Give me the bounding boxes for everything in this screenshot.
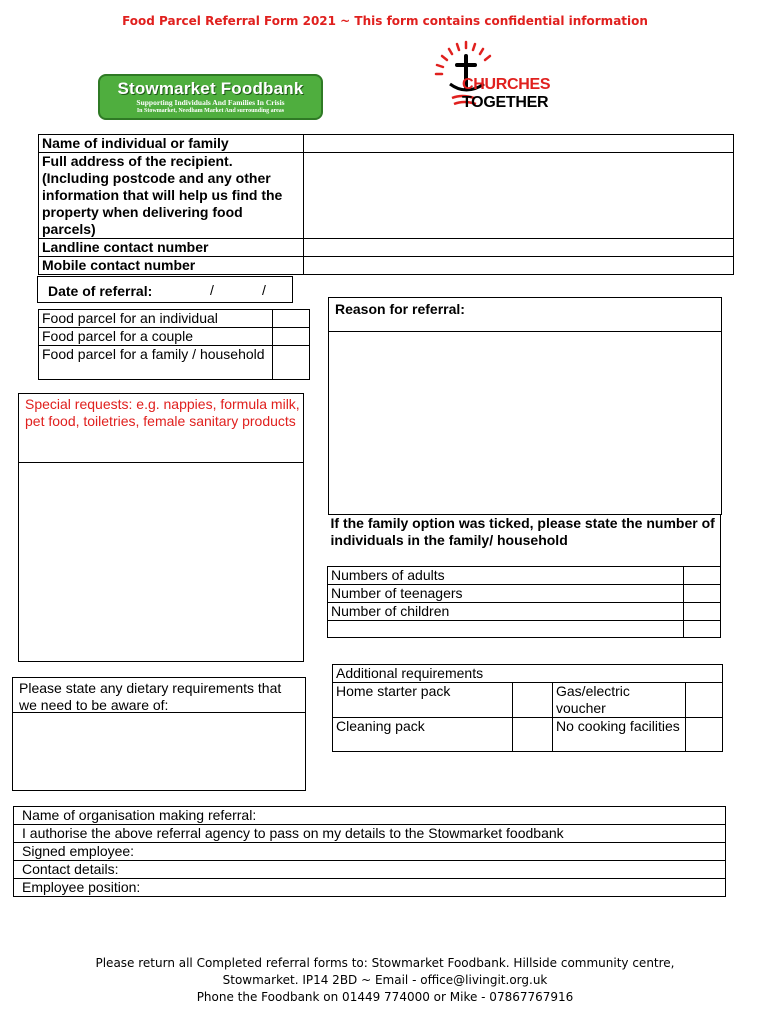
family-count-field[interactable]: [684, 567, 721, 585]
gas-voucher-label: Gas/electric voucher: [553, 683, 686, 718]
organisation-row[interactable]: Contact details:: [14, 861, 726, 879]
family-count-field[interactable]: [684, 585, 721, 603]
logo-name: Stowmarket Foodbank: [117, 79, 304, 98]
divider: [329, 331, 721, 332]
stowmarket-foodbank-logo: [98, 74, 323, 120]
dietary-label: Please state any dietary requirements that we need to be aware of:: [19, 680, 282, 713]
landline-label: Landline contact number: [39, 239, 304, 257]
home-starter-label: Home starter pack: [333, 683, 513, 718]
organisation-table: [13, 806, 726, 897]
landline-field[interactable]: [304, 239, 734, 257]
family-count-field[interactable]: [684, 603, 721, 621]
parcel-option-checkbox[interactable]: [273, 346, 310, 380]
divider: [19, 462, 303, 463]
together-word: TOGETHER: [462, 94, 549, 111]
footer-line: Phone the Foodbank on 01449 774000 or Mike - 07867767916: [196, 990, 574, 1004]
date-separator: /: [262, 282, 266, 298]
name-field[interactable]: [304, 135, 734, 153]
name-label: Name of individual or family: [39, 135, 304, 153]
churches-word: CHURCHES: [462, 76, 551, 93]
family-count-label: Number of teenagers: [328, 585, 684, 603]
parcel-option-label: Food parcel for a couple: [39, 328, 273, 346]
divider: [13, 712, 305, 713]
parcel-option-checkbox[interactable]: [273, 328, 310, 346]
cleaning-label: Cleaning pack: [333, 718, 513, 752]
family-count-field[interactable]: [684, 621, 721, 638]
family-count-label: Numbers of adults: [328, 567, 684, 585]
mobile-label: Mobile contact number: [39, 257, 304, 275]
parcel-option-label: Food parcel for a family / household: [39, 346, 273, 380]
special-requests-label: Special requests: e.g. nappies, formula milk, pet food, toiletries, female sanitary products: [25, 396, 300, 429]
family-count-label: Number of children: [328, 603, 684, 621]
cleaning-checkbox[interactable]: [513, 718, 553, 752]
mobile-field[interactable]: [304, 257, 734, 275]
organisation-row[interactable]: Signed employee:: [14, 843, 726, 861]
no-cooking-label: No cooking facilities: [553, 718, 686, 752]
family-count-label: [328, 621, 684, 638]
recipient-details-table: [38, 134, 734, 275]
reason-label: Reason for referral:: [335, 301, 465, 317]
parcel-option-checkbox[interactable]: [273, 310, 310, 328]
family-count-table: [327, 514, 721, 638]
additional-title: Additional requirements: [333, 665, 723, 683]
organisation-row[interactable]: Employee position:: [14, 879, 726, 897]
logo-area: In Stowmarket, Needham Market And surrounding areas: [136, 108, 285, 114]
organisation-row[interactable]: Name of organisation making referral:: [14, 807, 726, 825]
address-field[interactable]: [304, 153, 734, 239]
logo-tagline: Supporting Individuals And Families In Crisis: [136, 98, 285, 107]
date-separator: /: [210, 282, 214, 298]
family-count-prompt: If the family option was ticked, please state the number of individuals in the family/ household: [328, 515, 721, 567]
date-label: Date of referral:: [48, 283, 153, 299]
form-title: Food Parcel Referral Form 2021 ~ This form contains confidential information: [122, 14, 648, 28]
gas-voucher-checkbox[interactable]: [686, 683, 723, 718]
no-cooking-checkbox[interactable]: [686, 718, 723, 752]
footer-line: Please return all Completed referral forms to: Stowmarket Foodbank. Hillside community centre,: [95, 956, 675, 970]
footer-line: Stowmarket. IP14 2BD ~ Email - office@livingit.org.uk: [222, 973, 548, 987]
home-starter-checkbox[interactable]: [513, 683, 553, 718]
date-of-referral-box[interactable]: [37, 276, 293, 303]
footer: [0, 955, 770, 1006]
reason-for-referral-box[interactable]: [328, 297, 722, 515]
parcel-type-table: [38, 309, 310, 380]
organisation-row: I authorise the above referral agency to pass on my details to the Stowmarket foodbank: [14, 825, 726, 843]
additional-requirements-table: [332, 664, 723, 752]
address-label: Full address of the recipient. (Including postcode and any other information that will help us find the property when delivering food parcels): [39, 153, 304, 239]
parcel-option-label: Food parcel for an individual: [39, 310, 273, 328]
dietary-requirements-box[interactable]: [12, 677, 306, 791]
special-requests-box[interactable]: [18, 393, 304, 662]
